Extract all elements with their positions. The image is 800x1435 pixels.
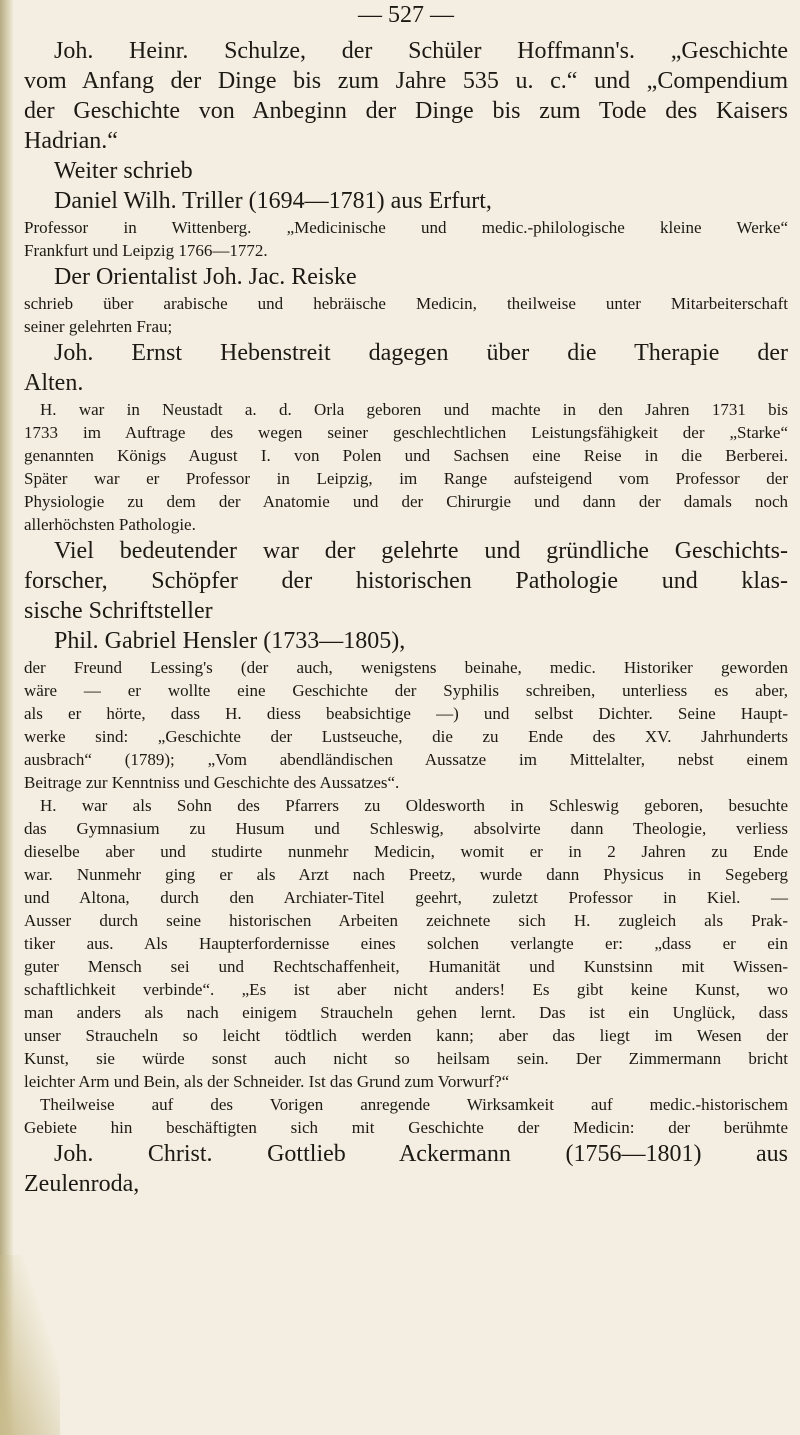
text-line: Gebiete hin beschäftigten sich mit Geschichte der Medicin: der berühmte bbox=[24, 1118, 788, 1137]
text-line: vom Anfang der Dinge bis zum Jahre 535 u. c.“ und „Compendium bbox=[24, 68, 788, 94]
text-line: 1733 im Auftrage des wegen seiner geschlechtlichen Leistungsfähigkeit der „Starke“ bbox=[24, 423, 788, 442]
text-line: Hadrian.“ bbox=[24, 128, 118, 154]
text-line: H. war als Sohn des Pfarrers zu Oldesworth in Schleswig geboren, besuchte bbox=[40, 796, 788, 815]
text-line: tiker aus. Als Haupterfordernisse eines solchen verlangte er: „dass er ein bbox=[24, 934, 788, 953]
text-line: Joh. Heinr. Schulze, der Schüler Hoffmann's. „Geschichte bbox=[54, 38, 788, 64]
text-line: der Freund Lessing's (der auch, wenigstens beinahe, medic. Historiker geworden bbox=[24, 658, 788, 677]
text-line: ausbrach“ (1789); „Vom abendländischen Aussatze im Mittelalter, nebst einem bbox=[24, 750, 788, 769]
text-line: Physiologie zu dem der Anatomie und der Chirurgie und dann der damals noch bbox=[24, 492, 788, 511]
text-line: unser Straucheln so leicht tödtlich werden kann; aber das liegt im Wesen der bbox=[24, 1026, 788, 1045]
text-line: sische Schriftsteller bbox=[24, 598, 213, 624]
text-line: man anders als nach einigem Straucheln gehen lernt. Das ist ein Unglück, dass bbox=[24, 1003, 788, 1022]
text-line: Joh. Ernst Hebenstreit dagegen über die Therapie der bbox=[54, 340, 788, 366]
text-line: Beitrage zur Kenntniss und Geschichte des Aussatzes“. bbox=[24, 773, 400, 792]
text-line: Daniel Wilh. Triller (1694—1781) aus Erfurt, bbox=[54, 188, 492, 214]
text-line: der Geschichte von Anbeginn der Dinge bis zum Tode des Kaisers bbox=[24, 98, 788, 124]
text-line: leichter Arm und Bein, als der Schneider. Ist das Grund zum Vorwurf?“ bbox=[24, 1072, 510, 1091]
text-line: schrieb über arabische und hebräische Medicin, theilweise unter Mitarbeiterschaft bbox=[24, 294, 788, 313]
text-line: Phil. Gabriel Hensler (1733—1805), bbox=[54, 628, 406, 654]
text-line: schaftlichkeit verbinde“. „Es ist aber nicht anders! Es gibt keine Kunst, wo bbox=[24, 980, 788, 999]
text-line: Kunst, sie würde sonst auch nicht so heilsam sein. Der Zimmermann bricht bbox=[24, 1049, 788, 1068]
text-line: Weiter schrieb bbox=[54, 158, 193, 184]
text-line: das Gymnasium zu Husum und Schleswig, absolvirte dann Theologie, verliess bbox=[24, 819, 788, 838]
text-line: Theilweise auf des Vorigen anregende Wirksamkeit auf medic.-historischem bbox=[40, 1095, 788, 1114]
text-line: allerhöchsten Pathologie. bbox=[24, 515, 196, 534]
text-line: werke sind: „Geschichte der Lustseuche, die zu Ende des XV. Jahrhunderts bbox=[24, 727, 788, 746]
text-line: Viel bedeutender war der gelehrte und gründliche Geschichts- bbox=[54, 538, 788, 564]
page-number: — 527 — bbox=[358, 2, 454, 28]
book-page bbox=[24, 0, 788, 1199]
text-line: wäre — er wollte eine Geschichte der Syphilis schreiben, unterliess es aber, bbox=[24, 681, 788, 700]
text-line: Professor in Wittenberg. „Medicinische und medic.-philologische kleine Werke“ bbox=[24, 218, 788, 237]
text-line: forscher, Schöpfer der historischen Pathologie und klas- bbox=[24, 568, 788, 594]
text-line: Frankfurt und Leipzig 1766—1772. bbox=[24, 241, 268, 260]
text-line: Zeulenroda, bbox=[24, 1171, 140, 1197]
text-line: und Altona, durch den Archiater-Titel geehrt, zuletzt Professor in Kiel. — bbox=[24, 888, 788, 907]
text-line: Ausser durch seine historischen Arbeiten zeichnete sich H. zugleich als Prak- bbox=[24, 911, 788, 930]
text-line: genannten Königs August I. von Polen und Sachsen eine Reise in die Berberei. bbox=[24, 446, 788, 465]
text-line: dieselbe aber und studirte nunmehr Medicin, womit er in 2 Jahren zu Ende bbox=[24, 842, 788, 861]
text-line: war. Nunmehr ging er als Arzt nach Preetz, wurde dann Physicus in Segeberg bbox=[24, 865, 788, 884]
text-line: H. war in Neustadt a. d. Orla geboren und machte in den Jahren 1731 bis bbox=[40, 400, 788, 419]
text-line: guter Mensch sei und Rechtschaffenheit, Humanität und Kunstsinn mit Wissen- bbox=[24, 957, 788, 976]
text-line: Alten. bbox=[24, 370, 84, 396]
page-stain bbox=[0, 1255, 60, 1435]
page-binding-edge bbox=[0, 0, 14, 1435]
text-line: Später war er Professor in Leipzig, im Range aufsteigend vom Professor der bbox=[24, 469, 788, 488]
text-line: als er hörte, dass H. diess beabsichtige —) und selbst Dichter. Seine Haupt- bbox=[24, 704, 788, 723]
text-line: Der Orientalist Joh. Jac. Reiske bbox=[54, 264, 357, 290]
text-line: Joh. Christ. Gottlieb Ackermann (1756—1801) aus bbox=[54, 1141, 788, 1167]
body-text bbox=[24, 36, 788, 1199]
text-line: seiner gelehrten Frau; bbox=[24, 317, 173, 336]
